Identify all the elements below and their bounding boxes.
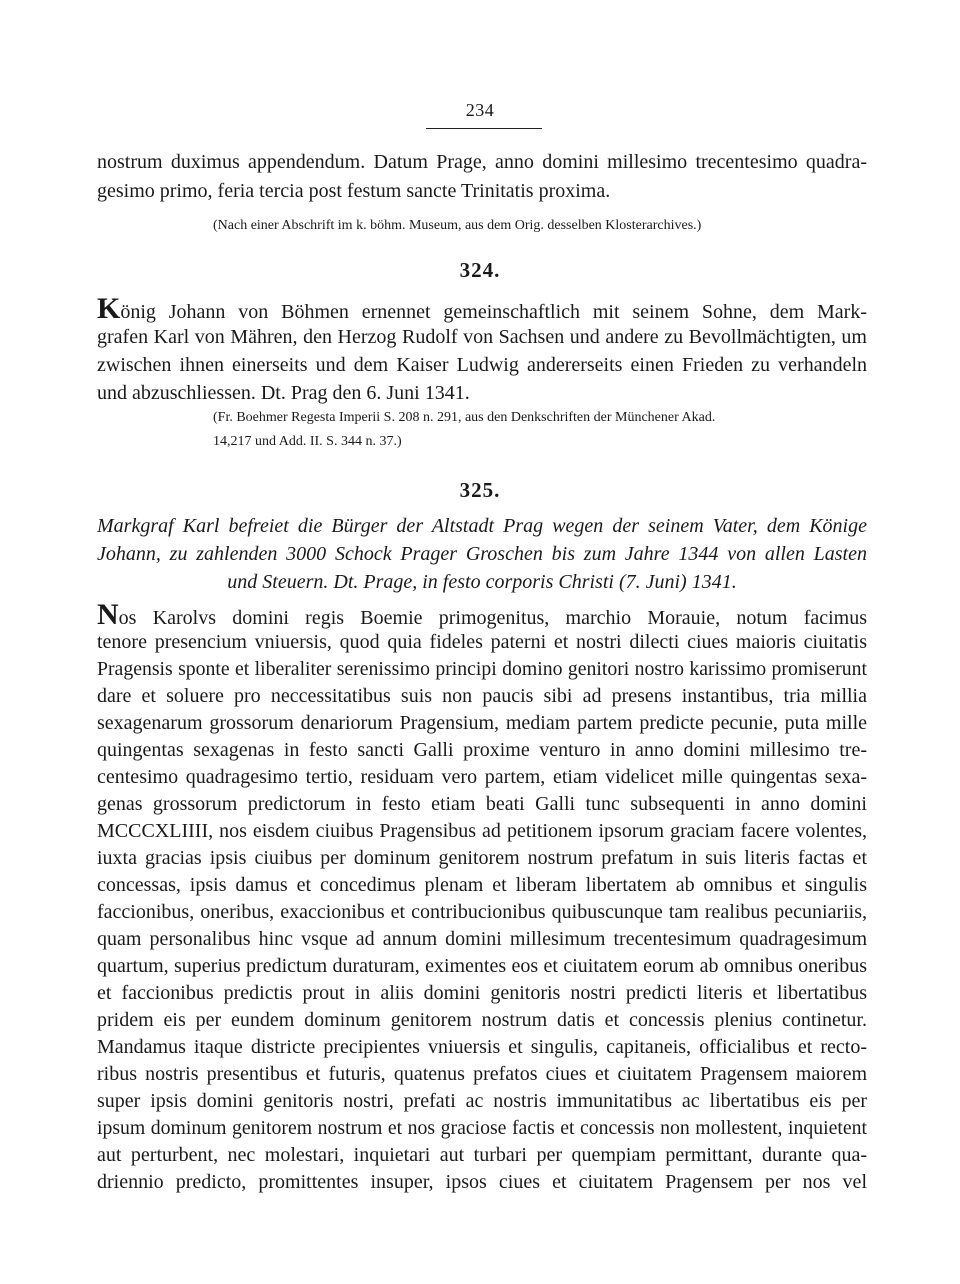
text-line: quartum, superius predictum duraturam, eximentes eos et ciuitatem eorum ab omnibus oneribus — [97, 955, 867, 977]
document-number: 324. — [459, 258, 501, 282]
text-line: ribus nostris presentibus et futuris, quatenus prefatos ciues et ciuitatem Pragensem maiorem — [97, 1063, 867, 1085]
text-line: tenore presencium vniuersis, quod quia fideles paterni et nostri dilecti ciues maioris ciuitatis — [97, 631, 867, 653]
text-line: gesimo primo, feria tercia post festum sancte Trinitatis proxima. — [97, 180, 611, 202]
page-number: 234 — [465, 100, 495, 120]
text-line: quam personalibus hinc vsque ad annum domini millesimum trecentesimum quadragesimum — [97, 928, 867, 950]
text-line: pridem eis per eundem dominum genitorem nostrum datis et concessis plenius continetur. — [97, 1009, 867, 1031]
header-rule — [426, 128, 542, 129]
source-note: (Fr. Boehmer Regesta Imperii S. 208 n. 291, aus den Denkschriften der Münchener Akad. — [213, 410, 716, 425]
text-line: dare et soluere pro neccessitatibus suis non paucis sibi ad presens instantibus, tria millia — [97, 685, 867, 707]
drop-initial: K — [97, 294, 121, 324]
text-line: nostrum duximus appendendum. Datum Prage, anno domini millesimo trecentesimo quadra- — [97, 151, 867, 173]
drop-initial: N — [97, 600, 119, 630]
text-line-content: önig Johann von Böhmen ernennet gemeinschaftlich mit seinem Sohne, dem Mark- — [120, 301, 867, 323]
summary-line: Johann, zu zahlenden 3000 Schock Prager Groschen bis zum Jahre 1344 von allen Lasten — [97, 543, 867, 565]
text-line: und abzuschliessen. Dt. Prag den 6. Juni 1341. — [97, 382, 470, 404]
text-line-content: os Karolvs domini regis Boemie primogenitus, marchio Morauie, notum facimus — [118, 607, 867, 629]
text-line: centesimo quadragesimo tertio, residuam vero partem, etiam videlicet mille quingentas sexa- — [97, 766, 867, 788]
text-line: faccionibus, oneribus, exaccionibus et contribucionibus quibuscunque tam realibus pecuniariis, — [97, 901, 867, 923]
text-line: driennio predicto, promittentes insuper, ipsos ciues et ciuitatem Pragensem per nos vel — [97, 1171, 867, 1193]
text-line: sexagenarum grossorum denariorum Pragensium, mediam partem predicte pecunie, puta mille — [97, 712, 867, 734]
text-line: ipsum dominum genitorem nostrum et nos graciose factis et concessis non mollestent, inquietent — [97, 1117, 867, 1139]
text-line: concessas, ipsis damus et concedimus plenam et liberam libertatem ab omnibus et singulis — [97, 874, 867, 896]
text-line: Mandamus itaque districte precipientes vniuersis et singulis, capitaneis, officialibus et recto- — [97, 1036, 867, 1058]
text-line — [97, 294, 867, 324]
document-number: 325. — [459, 478, 501, 502]
summary-line: und Steuern. Dt. Prage, in festo corporis Christi (7. Juni) 1341. — [227, 571, 737, 593]
summary-line: Markgraf Karl befreiet die Bürger der Altstadt Prag wegen der seinem Vater, dem Könige — [97, 515, 867, 537]
source-note: (Nach einer Abschrift im k. böhm. Museum, aus dem Orig. desselben Klosterarchives.) — [213, 218, 702, 233]
text-line: super ipsis domini genitoris nostri, prefati ac nostris immunitatibus ac libertatibus eis per — [97, 1090, 867, 1112]
text-line: genas grossorum predictorum in festo etiam beati Galli tunc subsequenti in anno domini — [97, 793, 867, 815]
text-line: quingentas sexagenas in festo sancti Galli proxime venturo in anno domini millesimo tre- — [97, 739, 867, 761]
text-line: grafen Karl von Mähren, den Herzog Rudolf von Sachsen und andere zu Bevollmächtigten, um — [97, 326, 867, 348]
text-line: Pragensis sponte et liberaliter serenissimo principi domino genitori nostro karissimo promiserunt — [97, 658, 867, 680]
text-line: et faccionibus predictis prout in aliis domini genitoris nostri predicti literis et libertatibus — [97, 982, 867, 1004]
source-note: 14,217 und Add. II. S. 344 n. 37.) — [213, 434, 402, 449]
text-line: iuxta gracias ipsis ciuibus per dominum genitorem nostrum prefatum in suis literis factas et — [97, 847, 867, 869]
text-line: MCCCXLIIII, nos eisdem ciuibus Pragensibus ad petitionem ipsorum graciam facere volentes, — [97, 820, 867, 842]
text-line: aut perturbent, nec molestari, inquietari aut turbari per quempiam permittant, durante qua- — [97, 1144, 867, 1166]
text-line — [97, 600, 867, 630]
text-line: zwischen ihnen einerseits und dem Kaiser Ludwig andererseits einen Frieden zu verhandeln — [97, 354, 867, 376]
